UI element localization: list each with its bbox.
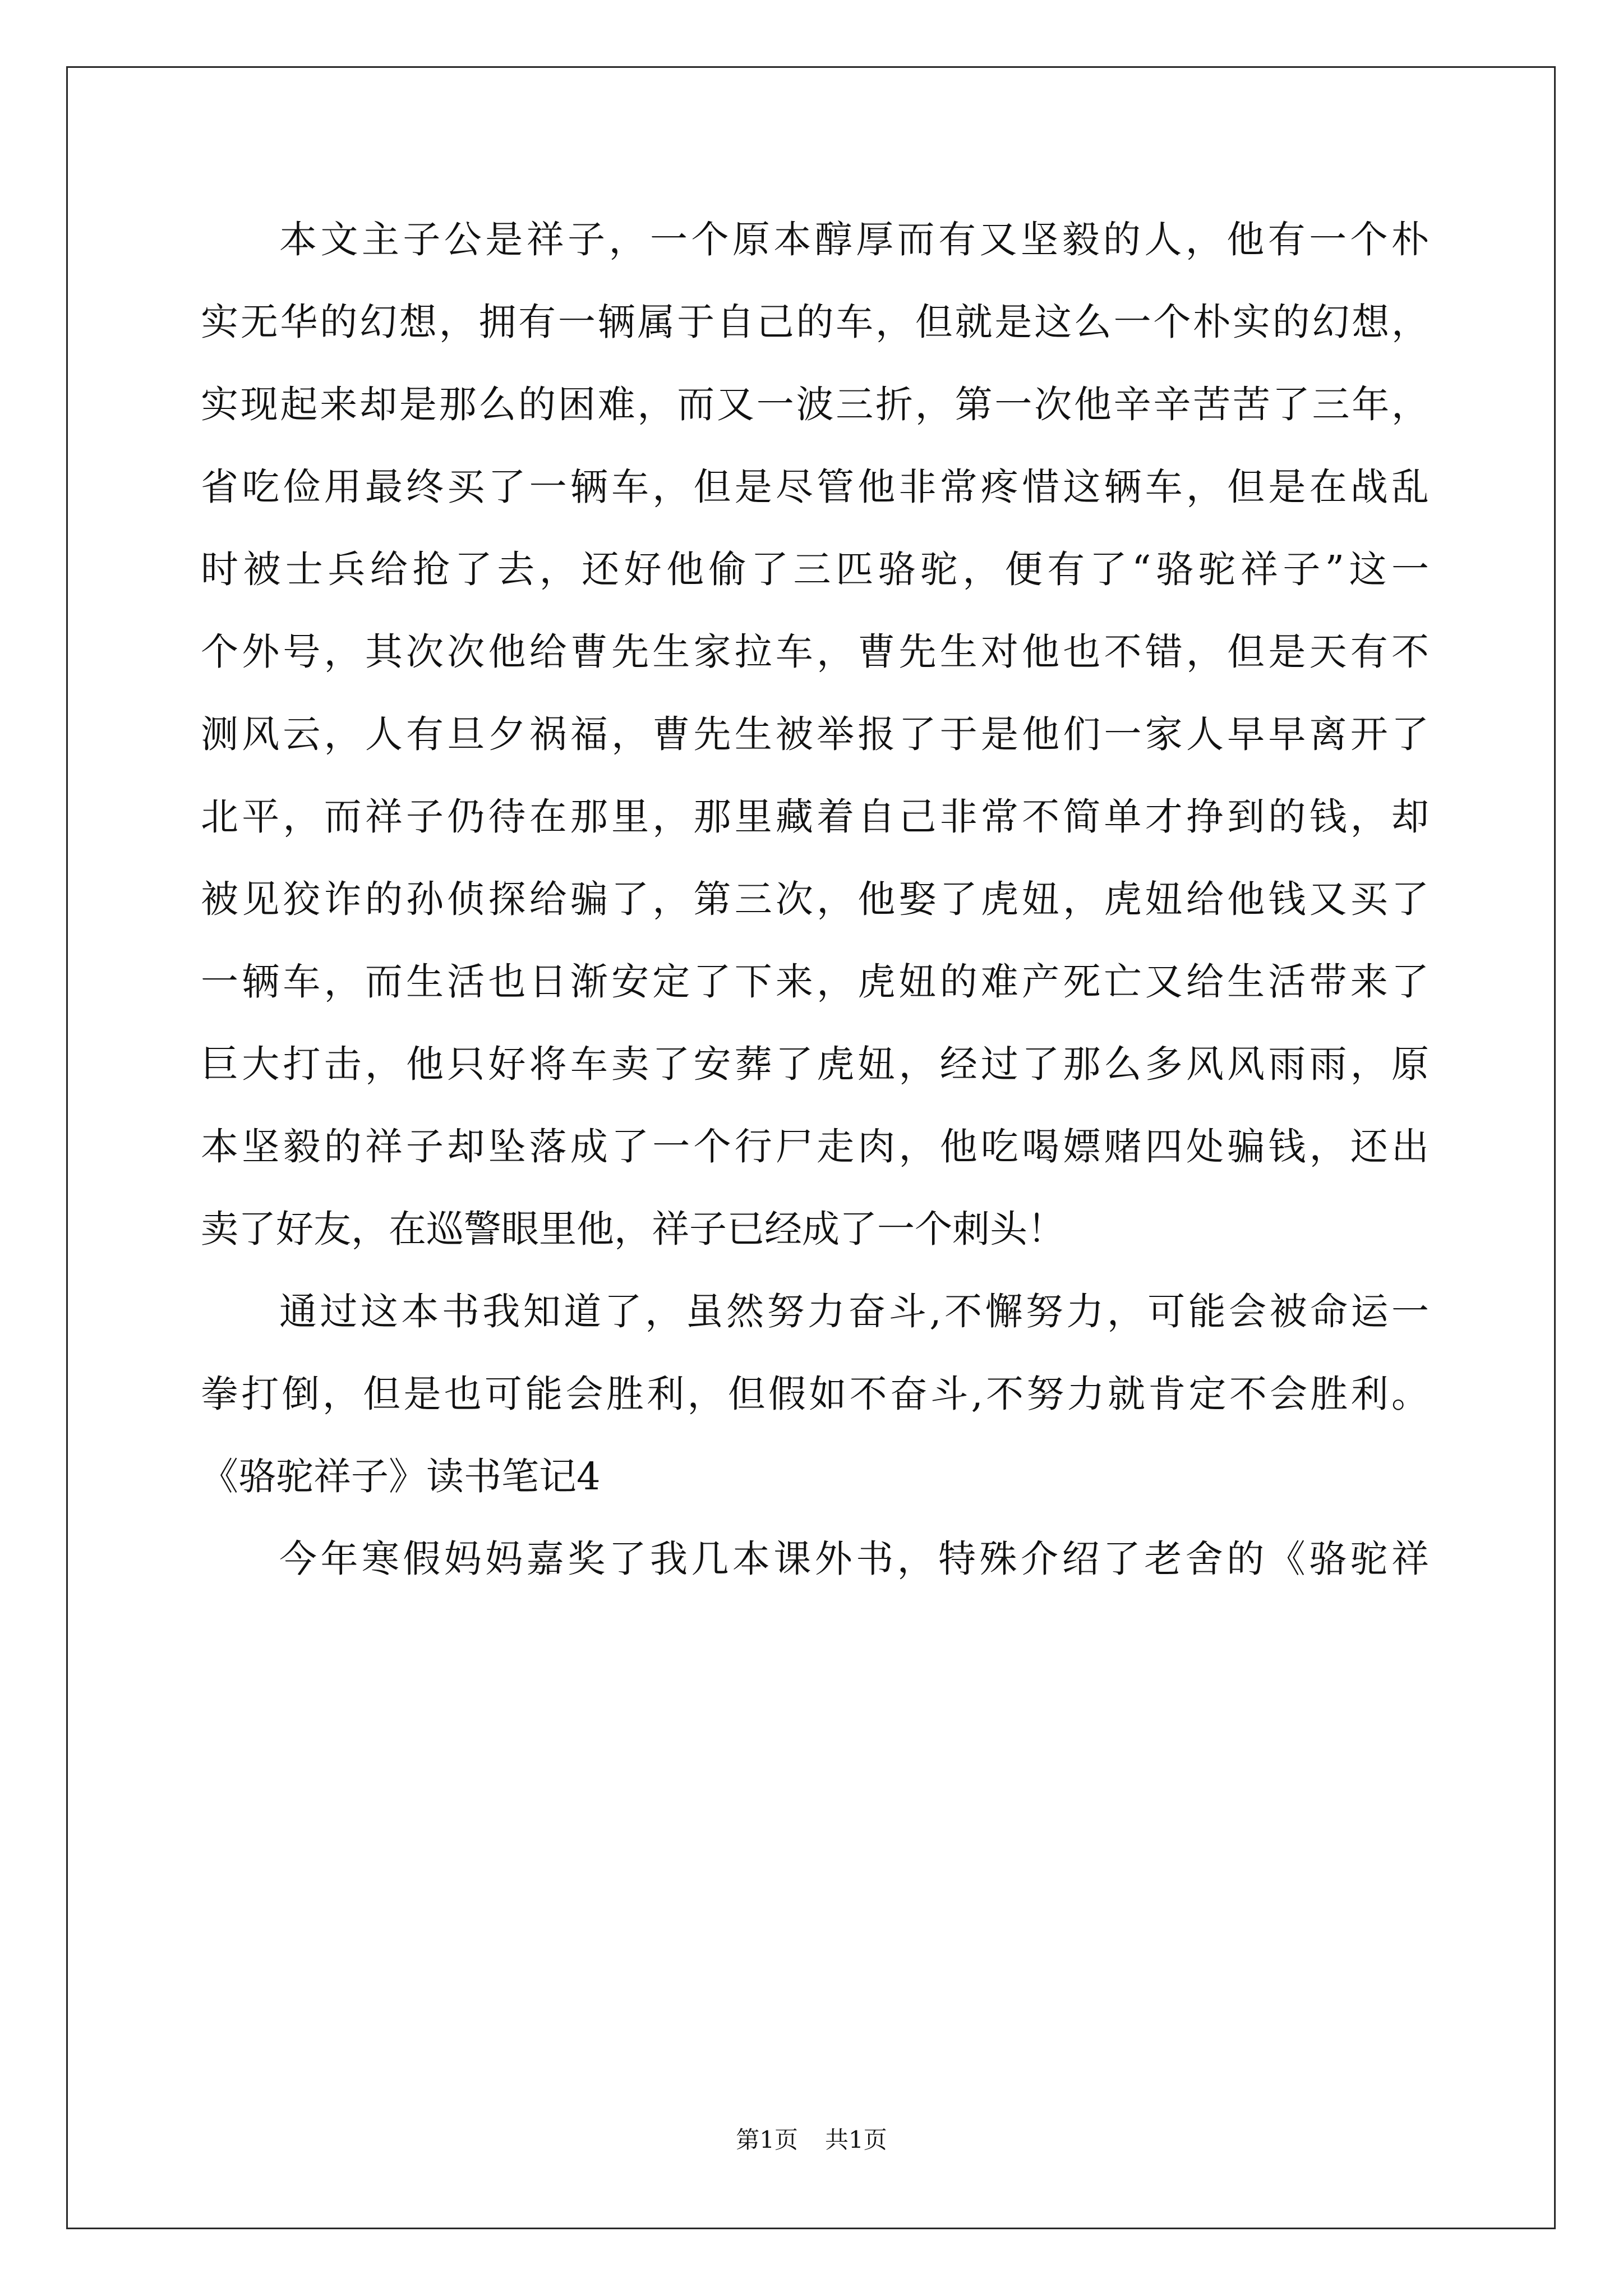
paragraph-2-line-1: 通过这本书我知道了，虽然努力奋斗,不懈努力，可能会被命运一 — [279, 1290, 1429, 1333]
paragraph-1-line-9: 被见狡诈的孙侦探给骗了，第三次，他娶了虎妞，虎妞给他钱又买了 — [201, 877, 1429, 921]
paragraph-1-line-6: 个外号，其次次他给曹先生家拉车，曹先生对他也不错，但是天有不 — [201, 630, 1429, 674]
paragraph-2-line-2: 拳打倒，但是也可能会胜利，但假如不奋斗,不努力就肯定不会胜利。 — [201, 1372, 1429, 1416]
section-heading: 《骆驼祥子》读书笔记4 — [201, 1455, 601, 1498]
paragraph-3-line-1: 今年寒假妈妈嘉奖了我几本课外书，特殊介绍了老舍的《骆驼祥 — [279, 1537, 1429, 1581]
paragraph-1-line-1: 本文主子公是祥子，一个原本醇厚而有又坚毅的人，他有一个朴 — [279, 218, 1429, 261]
paragraph-1-line-10: 一辆车，而生活也日渐安定了下来，虎妞的难产死亡又给生活带来了 — [201, 960, 1429, 1004]
paragraph-1-line-8: 北平，而祥子仍待在那里，那里藏着自己非常不简单才挣到的钱，却 — [201, 795, 1429, 839]
paragraph-1-line-5: 时被士兵给抢了去，还好他偷了三匹骆驼，便有了“骆驼祥子”这一 — [201, 547, 1429, 591]
page-footer — [0, 2126, 1623, 2154]
page-number-total: 共1页 — [825, 2126, 887, 2154]
paragraph-1-line-12: 本坚毅的祥子却坠落成了一个行尸走肉，他吃喝嫖赌四处骗钱，还出 — [201, 1125, 1429, 1168]
paragraph-1-line-7: 测风云，人有旦夕祸福，曹先生被举报了于是他们一家人早早离开了 — [201, 712, 1429, 756]
paragraph-1-line-13: 卖了好友，在巡警眼里他，祥子已经成了一个刺头！ — [201, 1207, 1065, 1251]
page-number-current: 第1页 — [736, 2126, 798, 2154]
paragraph-1-line-11: 巨大打击，他只好将车卖了安葬了虎妞，经过了那么多风风雨雨，原 — [201, 1042, 1429, 1086]
paragraph-1-line-4: 省吃俭用最终买了一辆车，但是尽管他非常疼惜这辆车，但是在战乱 — [201, 465, 1429, 509]
paragraph-1-line-3: 实现起来却是那么的困难，而又一波三折，第一次他辛辛苦苦了三年， — [201, 383, 1429, 426]
paragraph-1-line-2: 实无华的幻想，拥有一辆属于自己的车，但就是这么一个朴实的幻想， — [201, 300, 1429, 344]
